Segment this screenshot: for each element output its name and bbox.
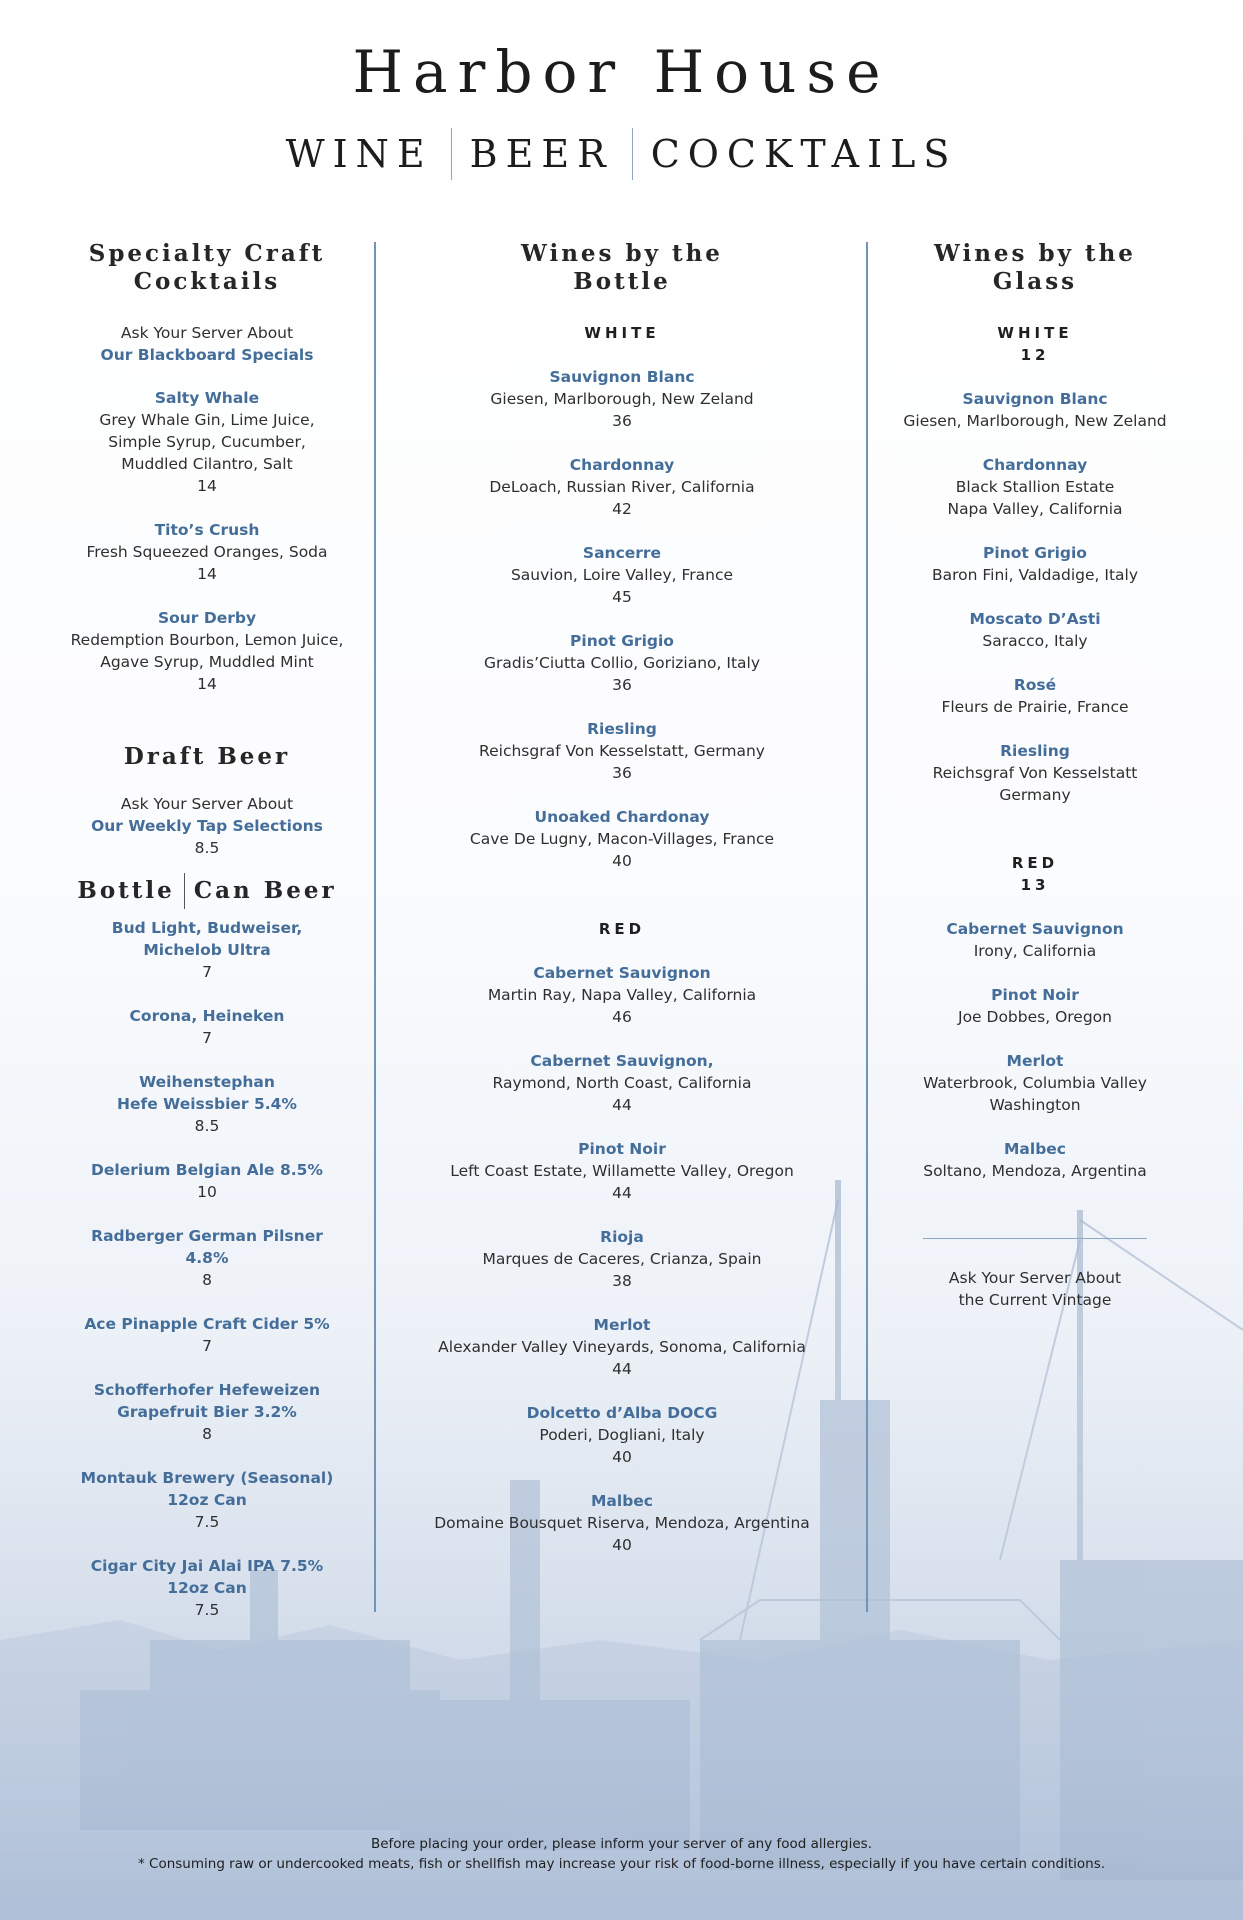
wine-price: 42 bbox=[612, 500, 632, 518]
cocktails-title-line: Cocktails bbox=[133, 268, 281, 295]
cocktail-ingredients: Simple Syrup, Cucumber, bbox=[108, 433, 306, 451]
glass-red-price: 13 bbox=[1020, 876, 1050, 894]
beer-price: 8 bbox=[202, 1425, 212, 1443]
cocktails-intro: Ask Your Server About bbox=[120, 324, 294, 342]
wine-price: 36 bbox=[612, 676, 632, 694]
wine-name: Chardonnay bbox=[982, 456, 1088, 474]
wine-item bbox=[400, 718, 844, 784]
beer-price: 7 bbox=[202, 963, 212, 981]
draft-beer-intro: Ask Your Server About bbox=[120, 795, 294, 813]
cocktail-item bbox=[68, 387, 346, 497]
beer-price: 8.5 bbox=[194, 1117, 220, 1135]
wine-name: Dolcetto d’Alba DOCG bbox=[526, 1404, 718, 1422]
wine-producer: Waterbrook, Columbia Valley bbox=[923, 1074, 1147, 1092]
wine-name: Sauvignon Blanc bbox=[549, 368, 695, 386]
glass-wine-title-line: Glass bbox=[992, 268, 1078, 295]
wine-price: 40 bbox=[612, 1448, 632, 1466]
beer-name: Schofferhofer Hefeweizen bbox=[93, 1381, 321, 1399]
glass-wine-item bbox=[888, 984, 1182, 1028]
cocktail-item bbox=[68, 519, 346, 585]
bottle-wine-title-line: Bottle bbox=[573, 268, 671, 295]
wine-name: Pinot Grigio bbox=[570, 632, 674, 650]
cocktails-title-line: Specialty Craft bbox=[88, 240, 326, 267]
cocktail-ingredients: Redemption Bourbon, Lemon Juice, bbox=[70, 631, 344, 649]
wine-producer: Alexander Valley Vineyards, Sonoma, California bbox=[438, 1338, 806, 1356]
wine-name: Merlot bbox=[593, 1316, 651, 1334]
cocktail-ingredients: Agave Syrup, Muddled Mint bbox=[100, 653, 314, 671]
wine-producer: Cave De Lugny, Macon-Villages, France bbox=[469, 830, 775, 848]
wine-producer: Fleurs de Prairie, France bbox=[941, 698, 1129, 716]
wine-name: Riesling bbox=[587, 720, 657, 738]
wine-name: Malbec bbox=[591, 1492, 653, 1510]
food-safety-warning: * Consuming raw or undercooked meats, fish or shellfish may increase your risk of food-borne illness, especially if you have certain conditions. bbox=[137, 1856, 1106, 1872]
wine-producer: Gradis’Ciutta Collio, Goriziano, Italy bbox=[483, 654, 761, 672]
restaurant-name: Harbor House bbox=[352, 38, 891, 106]
beer-item bbox=[68, 1159, 346, 1203]
wine-name: Cabernet Sauvignon bbox=[946, 920, 1124, 938]
glass-red-label: RED bbox=[1011, 854, 1059, 872]
wine-producer: Joe Dobbes, Oregon bbox=[958, 1008, 1112, 1026]
glass-wine-item bbox=[888, 608, 1182, 652]
beer-name: Delerium Belgian Ale 8.5% bbox=[91, 1161, 323, 1179]
wine-producer: Marques de Caceres, Crianza, Spain bbox=[482, 1250, 762, 1268]
glass-white-price: 12 bbox=[1020, 346, 1050, 364]
wine-producer: Reichsgraf Von Kesselstatt bbox=[932, 764, 1138, 782]
beer-name: Ace Pinapple Craft Cider 5% bbox=[84, 1315, 330, 1333]
wine-name: Cabernet Sauvignon, bbox=[530, 1052, 714, 1070]
wine-producer: Poderi, Dogliani, Italy bbox=[539, 1426, 705, 1444]
beer-price: 7 bbox=[202, 1029, 212, 1047]
wine-name: Sauvignon Blanc bbox=[962, 390, 1108, 408]
beer-name: Cigar City Jai Alai IPA 7.5% bbox=[90, 1557, 324, 1575]
wine-producer: Domaine Bousquet Riserva, Mendoza, Argentina bbox=[434, 1514, 810, 1532]
beer-name: 12oz Can bbox=[167, 1579, 247, 1597]
cocktail-ingredients: Muddled Cilantro, Salt bbox=[121, 455, 293, 473]
wine-name: Cabernet Sauvignon bbox=[533, 964, 711, 982]
wine-producer: Germany bbox=[999, 786, 1071, 804]
cocktail-name: Salty Whale bbox=[154, 389, 260, 407]
wines-by-glass-column bbox=[888, 240, 1182, 1311]
glass-wine-item bbox=[888, 454, 1182, 520]
cocktail-name: Sour Derby bbox=[157, 609, 257, 627]
draft-beer-title: Draft Beer bbox=[123, 743, 291, 770]
wine-item bbox=[400, 962, 844, 1028]
wine-producer: Sauvion, Loire Valley, France bbox=[510, 566, 734, 584]
beer-item bbox=[68, 1071, 346, 1137]
wine-producer: Reichsgraf Von Kesselstatt, Germany bbox=[479, 742, 765, 760]
glass-wine-item bbox=[888, 740, 1182, 806]
wine-producer: Giesen, Marlborough, New Zeland bbox=[490, 390, 754, 408]
draft-beer-intro-highlight: Our Weekly Tap Selections bbox=[91, 817, 323, 835]
wine-name: Rosé bbox=[1013, 676, 1057, 694]
beer-price: 7.5 bbox=[194, 1601, 220, 1619]
wine-producer: Washington bbox=[989, 1096, 1081, 1114]
wine-item bbox=[400, 1490, 844, 1556]
beer-price: 8 bbox=[202, 1271, 212, 1289]
glass-wine-item bbox=[888, 1050, 1182, 1116]
glass-wine-item bbox=[888, 1138, 1182, 1182]
wine-price: 45 bbox=[612, 588, 632, 606]
cocktail-ingredients: Fresh Squeezed Oranges, Soda bbox=[86, 543, 328, 561]
bottle-wine-title-line: Wines by the bbox=[521, 240, 723, 267]
beer-name: 12oz Can bbox=[167, 1491, 247, 1509]
wine-producer: Left Coast Estate, Willamette Valley, Oregon bbox=[450, 1162, 794, 1180]
wine-price: 44 bbox=[612, 1360, 632, 1378]
wine-producer: Baron Fini, Valdadige, Italy bbox=[931, 566, 1139, 584]
wine-producer: Irony, California bbox=[973, 942, 1097, 960]
glass-wine-item bbox=[888, 388, 1182, 432]
cocktails-beer-column bbox=[68, 240, 346, 1621]
wine-item bbox=[400, 542, 844, 608]
beer-name: Weihenstephan bbox=[139, 1073, 275, 1091]
glass-wine-item bbox=[888, 918, 1182, 962]
beer-name: Bud Light, Budweiser, bbox=[111, 919, 303, 937]
wine-price: 44 bbox=[612, 1096, 632, 1114]
beer-name: Corona, Heineken bbox=[129, 1007, 285, 1025]
bottle-can-beer-title bbox=[68, 873, 346, 909]
cocktail-item bbox=[68, 607, 346, 695]
cocktail-price: 14 bbox=[197, 565, 217, 583]
beer-item bbox=[68, 1379, 346, 1445]
beer-name: Michelob Ultra bbox=[143, 941, 271, 959]
wine-name: Merlot bbox=[1006, 1052, 1064, 1070]
title-divider bbox=[184, 873, 185, 909]
draft-beer-price: 8.5 bbox=[194, 839, 220, 857]
can-beer-label: Can Beer bbox=[193, 877, 337, 904]
wine-producer: Napa Valley, California bbox=[947, 500, 1123, 518]
wine-name: Pinot Noir bbox=[578, 1140, 666, 1158]
wine-item bbox=[400, 1050, 844, 1116]
beer-item bbox=[68, 1313, 346, 1357]
wine-producer: Black Stallion Estate bbox=[955, 478, 1115, 496]
wine-price: 44 bbox=[612, 1184, 632, 1202]
wine-item bbox=[400, 1138, 844, 1204]
menu-subtitle bbox=[0, 128, 1243, 180]
wine-price: 46 bbox=[612, 1008, 632, 1026]
wine-item bbox=[400, 454, 844, 520]
glass-wine-title bbox=[888, 240, 1182, 296]
wine-item bbox=[400, 1226, 844, 1292]
cocktail-ingredients: Grey Whale Gin, Lime Juice, bbox=[99, 411, 315, 429]
wine-producer: Raymond, North Coast, California bbox=[492, 1074, 752, 1092]
column-divider bbox=[866, 242, 868, 1612]
vintage-note: Ask Your Server About bbox=[948, 1269, 1122, 1287]
wine-producer: Saracco, Italy bbox=[982, 632, 1088, 650]
beer-item bbox=[68, 1467, 346, 1533]
wine-price: 36 bbox=[612, 412, 632, 430]
wine-name: Moscato D’Asti bbox=[969, 610, 1101, 628]
wine-price: 38 bbox=[612, 1272, 632, 1290]
glass-wine-item bbox=[888, 674, 1182, 718]
wine-price: 36 bbox=[612, 764, 632, 782]
wine-name: Unoaked Chardonay bbox=[534, 808, 710, 826]
beer-price: 10 bbox=[197, 1183, 217, 1201]
cocktails-intro-highlight: Our Blackboard Specials bbox=[100, 346, 314, 364]
beer-name: Grapefruit Bier 3.2% bbox=[117, 1403, 297, 1421]
bottle-beer-label: Bottle bbox=[77, 877, 175, 904]
beer-price: 7.5 bbox=[194, 1513, 220, 1531]
cocktail-price: 14 bbox=[197, 675, 217, 693]
wine-producer: Giesen, Marlborough, New Zeland bbox=[903, 412, 1167, 430]
wine-item bbox=[400, 1314, 844, 1380]
wines-by-bottle-column bbox=[400, 240, 844, 1556]
wine-price: 40 bbox=[612, 1536, 632, 1554]
cocktails-title bbox=[68, 240, 346, 296]
allergy-notice: Before placing your order, please inform your server of any food allergies. bbox=[370, 1836, 872, 1852]
wine-name: Sancerre bbox=[582, 544, 662, 562]
glass-white-label: WHITE bbox=[997, 324, 1073, 342]
beer-item bbox=[68, 917, 346, 983]
wine-name: Riesling bbox=[1000, 742, 1070, 760]
bottle-white-label: WHITE bbox=[584, 324, 660, 342]
subtitle-beer: BEER bbox=[469, 132, 614, 176]
wine-price: 40 bbox=[612, 852, 632, 870]
wine-producer: Soltano, Mendoza, Argentina bbox=[923, 1162, 1147, 1180]
beer-name: Radberger German Pilsner 4.8% bbox=[91, 1227, 323, 1267]
glass-wine-title-line: Wines by the bbox=[934, 240, 1136, 267]
vintage-note: the Current Vintage bbox=[958, 1291, 1112, 1309]
cocktail-price: 14 bbox=[197, 477, 217, 495]
wine-item bbox=[400, 630, 844, 696]
wine-name: Pinot Grigio bbox=[983, 544, 1087, 562]
bottle-wine-title bbox=[400, 240, 844, 296]
wine-name: Pinot Noir bbox=[991, 986, 1079, 1004]
beer-name: Hefe Weissbier 5.4% bbox=[117, 1095, 297, 1113]
wine-name: Malbec bbox=[1004, 1140, 1066, 1158]
cocktail-name: Tito’s Crush bbox=[154, 521, 260, 539]
subtitle-cocktails: COCKTAILS bbox=[650, 132, 958, 176]
wine-name: Rioja bbox=[600, 1228, 644, 1246]
column-divider bbox=[374, 242, 376, 1612]
bottle-red-label: RED bbox=[598, 920, 646, 938]
wine-item bbox=[400, 366, 844, 432]
beer-item bbox=[68, 1225, 346, 1291]
wine-name: Chardonnay bbox=[569, 456, 675, 474]
glass-wine-item bbox=[888, 542, 1182, 586]
beer-name: Montauk Brewery (Seasonal) bbox=[80, 1469, 334, 1487]
wine-item bbox=[400, 1402, 844, 1468]
beer-price: 7 bbox=[202, 1337, 212, 1355]
beer-item bbox=[68, 1555, 346, 1621]
wine-producer: Martin Ray, Napa Valley, California bbox=[487, 986, 757, 1004]
subtitle-wine: WINE bbox=[285, 132, 433, 176]
wine-item bbox=[400, 806, 844, 872]
beer-item bbox=[68, 1005, 346, 1049]
wine-producer: DeLoach, Russian River, California bbox=[489, 478, 755, 496]
